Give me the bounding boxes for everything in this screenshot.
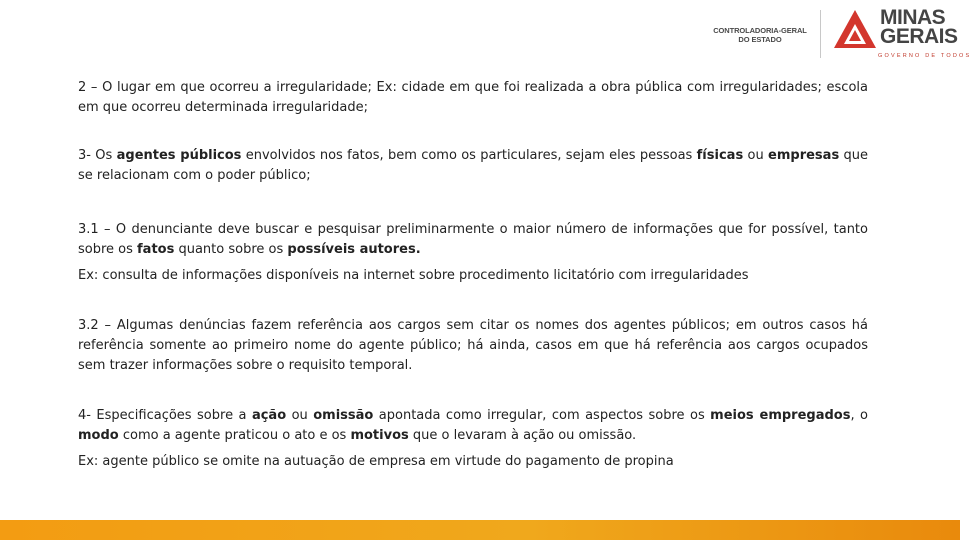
bottom-accent-bar — [0, 520, 960, 540]
text-run: 3- Os — [78, 148, 117, 163]
emphasis: modo — [78, 428, 119, 443]
text-run: Ex: agente público se omite na autuação de empresa em virtude do pagamento de propina — [78, 454, 674, 469]
paragraph-exemplo-consulta — [78, 266, 868, 286]
header — [0, 0, 971, 64]
text-run: 2 – O lugar em que ocorreu a irregularidade; Ex: cidade em que foi realizada a obra pública com irregularidades; escola em que ocorreu determinada irregularidade; — [78, 80, 868, 115]
paragraph-lugar — [78, 78, 868, 118]
mg-line1: MINAS — [880, 6, 946, 29]
cge-logo-text — [712, 26, 808, 44]
minas-gerais-logo-icon — [832, 8, 878, 54]
text-run: que o levaram à ação ou omissão. — [408, 428, 637, 443]
emphasis: possíveis autores. — [287, 242, 421, 257]
text-run: que se relacionam com o poder público; — [78, 148, 868, 183]
paragraph-agentes — [78, 146, 868, 186]
emphasis: motivos — [350, 428, 409, 443]
text-run: 4- Especificações sobre a — [78, 408, 252, 423]
paragraph-exemplo-propina — [78, 452, 868, 472]
emphasis: empresas — [768, 148, 840, 163]
header-divider — [820, 10, 821, 58]
text-run: , o — [850, 408, 868, 423]
cge-line1: CONTROLADORIA-GERAL — [713, 26, 807, 35]
text-run: Ex: consulta de informações disponíveis na internet sobre procedimento licitatório com irregularidades — [78, 268, 749, 283]
text-run: envolvidos nos fatos, bem como os particulares, sejam eles pessoas — [241, 148, 697, 163]
mg-line2: GERAIS — [880, 25, 958, 48]
text-run: quanto sobre os — [174, 242, 288, 257]
emphasis: fatos — [137, 242, 175, 257]
minas-gerais-wordmark — [880, 8, 960, 46]
emphasis: agentes públicos — [116, 148, 242, 163]
paragraph-especificacoes — [78, 406, 868, 446]
text-run: ou — [286, 408, 314, 423]
emphasis: omissão — [313, 408, 374, 423]
cge-line2: DO ESTADO — [738, 35, 782, 44]
mg-tagline: GOVERNO DE TODOS — [878, 53, 971, 59]
paragraph-cargos — [78, 316, 868, 376]
emphasis: ação — [251, 408, 287, 423]
emphasis: meios empregados — [710, 408, 851, 423]
text-run: 3.1 – O denunciante deve buscar e pesquisar preliminarmente o maior número de informações que for possível, tanto sobre os — [78, 222, 868, 257]
content-body — [78, 78, 868, 472]
text-run: apontada como irregular, com aspectos sobre os — [373, 408, 711, 423]
text-run: como a agente praticou o ato e os — [118, 428, 351, 443]
emphasis: físicas — [696, 148, 744, 163]
paragraph-denunciante — [78, 220, 868, 260]
text-run: ou — [743, 148, 769, 163]
text-run: 3.2 – Algumas denúncias fazem referência aos cargos sem citar os nomes dos agentes públicos; em outros casos há referência somente ao primeiro nome do agente público; há ainda, casos em que há referência aos cargos ocupados sem trazer informações sobre o requisito temporal. — [78, 318, 868, 373]
